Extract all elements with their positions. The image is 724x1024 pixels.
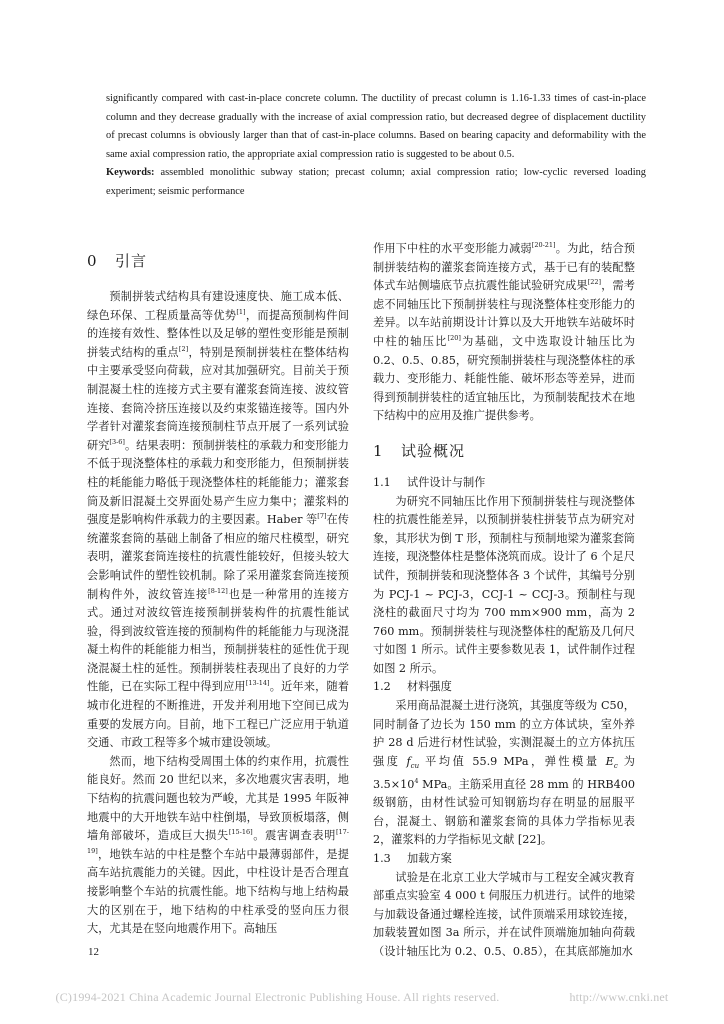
text-run: 作用下中柱的水平变形能力减弱	[373, 242, 532, 255]
section-0-number: 0	[87, 252, 98, 270]
keywords-line	[106, 164, 646, 201]
citation: [20]	[447, 333, 461, 342]
section-0-title: 引言	[115, 252, 148, 270]
citation: [7]	[317, 512, 327, 521]
symbol-letter: f	[406, 754, 411, 768]
section-1-title: 试验概况	[401, 441, 466, 460]
text-run: 。近年来，随着城市化进程的不断推进，开发并利用地下空间已成为重要的发展方向。目前，地下工程已广泛应用于轨道交通、市政工程等多个城市建设领域。	[87, 680, 349, 750]
text-run: 为基础，文中选取设计轴压比为 0.2、0.5、0.85，研究预制拼装柱与现浇整体柱的承载力、变形能力、耗能性能、破坏形态等差异，进而得到预制拼装柱的适宜轴压比，为预制装配技术在地下结构中的应用及推广提供参考。	[373, 334, 635, 423]
keywords-label: Keywords:	[106, 167, 155, 179]
text-run: 平均值 55.9 MPa，弹性模量	[419, 754, 606, 768]
text-run: 预制拼装式结构具有建设速度快、施工成本低、绿色环保、工程质量高等优势	[87, 290, 349, 322]
section-1-number: 1	[373, 441, 384, 460]
text-run: 然而，地下结构受周围土体的约束作用，抗震性能良好。然而 20 世纪以来，多次地震灾害表明，地下结构的抗震问题也较为严峻，尤其是 1995 年阪神地震中的大开地铁车站中柱倒塌，导致顶板塌落，侧墙角部破坏，造成巨大损失	[87, 754, 349, 843]
subsection-1-2-number: 1.2	[373, 680, 391, 694]
material-strength-paragraph	[373, 697, 635, 850]
symbol-subscript: cu	[410, 762, 420, 771]
abstract-block	[106, 90, 646, 202]
footer-copyright: (C)1994-2021 China Academic Journal Electronic Publishing House. All rights reserved.	[55, 990, 500, 1004]
citation: [1]	[236, 307, 246, 316]
symbol-ec	[605, 754, 618, 771]
text-run: 。为此，结合预制拼装结构的灌浆套筒连接方式，基于已有的装配整体式车站侧墙底节点抗震性能试验研究成果	[373, 242, 635, 293]
footer-watermark	[0, 990, 724, 1005]
citation: [2]	[178, 344, 189, 353]
subsection-1-1-heading	[373, 474, 635, 493]
text-run: 。震害调查表明	[252, 829, 336, 843]
keywords-text: assembled monolithic subway station; precast column; axial compression ratio; low-cyclic reversed loading experiment; seismic performance	[106, 167, 646, 197]
citation: [15-16]	[228, 828, 253, 837]
abstract-text: significantly compared with cast-in-place concrete column. The ductility of precast column is 1.16-1.33 times of cast-in-place column and they decrease gradually with the increase of axial compression ratio, but decreased degree of displacement ductility of precast columns is obviously larger than that of cast-in-place columns. Based on bearing capacity and deformability with the same axial compression ratio, the appropriate axial compression ratio is suggested to be about 0.5.	[106, 93, 646, 160]
right-column	[373, 240, 635, 962]
text-run: 。结果表明：预制拼装柱的承载力和变形能力不低于现浇整体柱的承载力和变形能力，但预制拼装柱的耗能能力略低于现浇整体柱的耗能能力；灌浆套筒及新旧混凝土交界面处易产生应力集中；灌浆料的强度是影响构件承载力的主要因素。Haber 等	[87, 438, 349, 527]
intro-paragraph-2	[87, 753, 349, 939]
section-0-heading	[87, 250, 349, 272]
page-number: 12	[88, 946, 99, 958]
citation: [20-21]	[531, 241, 556, 249]
loading-scheme-paragraph: 试验是在北京工业大学城市与工程安全减灾教育部重点实验室 4 000 t 伺服压力机进行。试件的地梁与加载设备通过螺栓连接，试件顶端采用球铰连接，加载装置如图 3a 所示，并在试件顶端施加轴向荷载（设计轴压比为 0.2、0.5、0.85），在其底部施加水	[373, 870, 635, 959]
intro-paragraph-continued	[373, 240, 635, 426]
citation: [13-14]	[245, 679, 270, 688]
text-run: ，需考虑不同轴压比下预制拼装柱与现浇整体柱变形能力的差异。以车站前期设计计算以及大开地铁车站破坏时中柱的轴压比	[373, 279, 635, 348]
text-run: MPa。主筋采用直径 28 mm 的 HRB400 级钢筋，由材性试验可知钢筋均存在明显的屈服平台，混凝土、钢筋和灌浆套筒的具体力学指标见表 2，灌浆料的力学指标见文献 [22]。	[373, 777, 635, 847]
subsection-1-3-heading	[373, 850, 635, 869]
citation: [3-6]	[109, 437, 125, 446]
subsection-1-3-number: 1.3	[373, 852, 391, 866]
subsection-1-3-title: 加载方案	[407, 852, 452, 866]
text-run: 在传统灌浆套筒的基础上制备了相应的缩尺柱模型，研究表明，灌浆套筒连接柱的抗震性能较好，但接头较大会影响试件的塑性铰机制。除了采用灌浆套筒连接预制构件外，波纹管连接	[87, 513, 349, 601]
footer-url: http://www.cnki.net	[569, 990, 669, 1004]
symbol-subscript: c	[613, 762, 618, 771]
text-run: ，地铁车站的中柱是整个车站中最薄弱部件，是提高车站抗震能力的关键。因此，中柱设计是否合理直接影响整个车站的抗震性能。地下结构与地上结构最大的区别在于，地下结构的中柱承受的竖向压力很大，尤其是在竖向地震作用下。高轴压	[87, 847, 349, 936]
symbol-letter: E	[605, 754, 614, 768]
subsection-1-2-title: 材料强度	[407, 680, 452, 694]
text-run: 为 3.5×10	[373, 754, 635, 791]
specimen-design-paragraph: 为研究不同轴压比作用下预制拼装柱与现浇整体柱的抗震性能差异，以预制拼装柱拼装节点为研究对象，其形状为倒 T 形，预制柱与预制地梁为灌浆套筒连接，现浇整体柱是整体浇筑而成。设计了 6 个足尺试件，预制拼装和现浇整体各 3 个试件，其编号分别为 PCJ-1 ~ PCJ-3，CCJ-1 ~ CCJ-3。预制柱与现浇柱的截面尺寸均为 700 mm×900 mm，高为 2 760 mm。预制拼装柱与现浇整体柱的配筋及几何尺寸如图 1 所示。试件主要参数见表 1，试件制作过程如图 2 所示。	[373, 494, 635, 675]
citation: [17-19]	[87, 828, 349, 855]
text-run: ，特别是预制拼装柱在整体结构中主要承受竖向荷载，应对其加强研究。目前关于预制混凝土柱的连接方式主要有灌浆套筒连接、波纹管连接、套筒冷挤压连接以及约束浆锚连接等。国内外学者针对灌浆套筒连接预制柱节点开展了一系列试验研究	[87, 345, 349, 452]
text-run: 也是一种常用的连接方式。通过对波纹管连接预制拼装构件的抗震性能试验，得到波纹管连接的预制构件的耗能能力与现浇混凝土构件的耗能能力相当，预制拼装柱的延性优于现浇混凝土柱的延性。预制拼装柱表现出了良好的力学性能，已在实际工程中得到应用	[87, 587, 349, 694]
exponent: 4	[414, 776, 419, 785]
text-run: 采用商品混凝土进行浇筑，其强度等级为 C50，同时制备了边长为 150 mm 的立方体试块，室外养护 28 d 后进行材性试验，实测混凝土的立方体抗压强度	[373, 699, 635, 768]
section-1-heading	[373, 440, 635, 462]
subsection-1-1-title: 试件设计与制作	[407, 475, 486, 489]
subsection-1-2-heading	[373, 678, 635, 697]
left-column	[87, 240, 349, 939]
text-run: ，而提高预制构件间的连接有效性、整体性以及足够的塑性变形能是预制拼装式结构的重点	[87, 308, 349, 359]
citation: [8-12]	[208, 586, 228, 595]
subsection-1-1-number: 1.1	[373, 475, 391, 489]
intro-paragraph-1	[87, 288, 349, 753]
symbol-fcu	[406, 754, 420, 771]
citation: [22]	[587, 278, 602, 287]
